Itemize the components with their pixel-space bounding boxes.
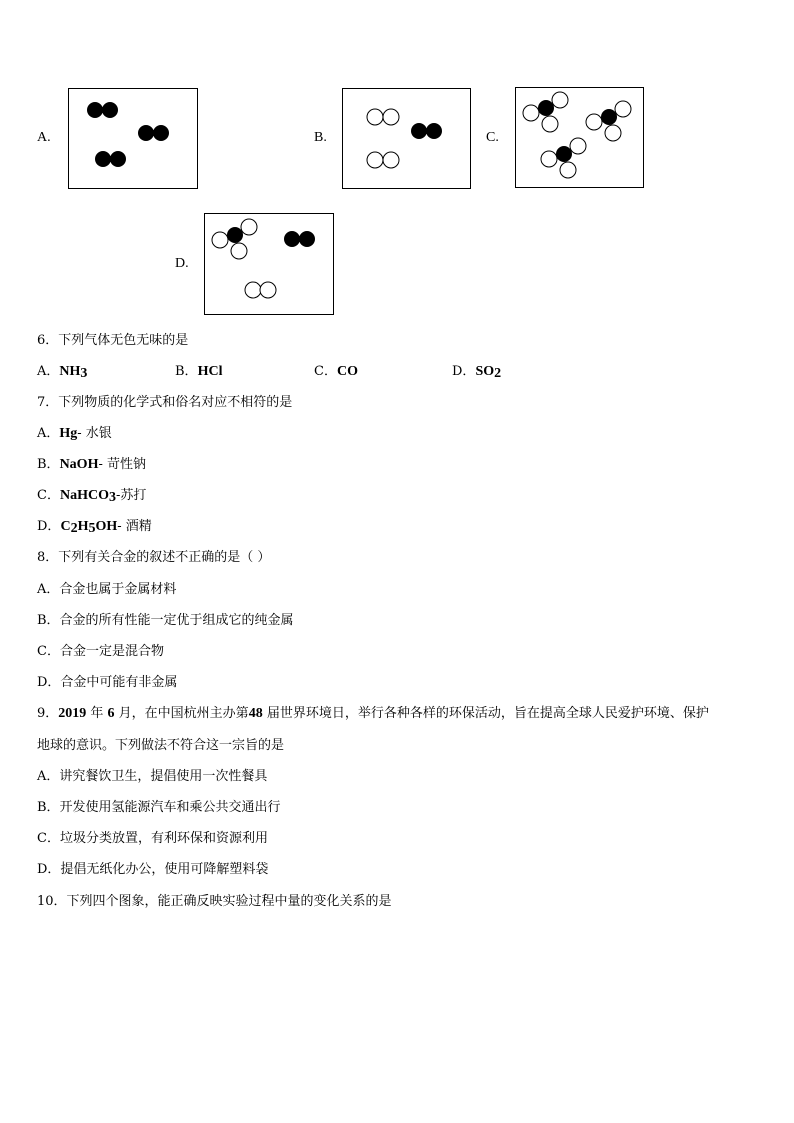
atom [586, 114, 602, 130]
q7-option-b [37, 456, 146, 474]
atom [95, 151, 111, 167]
q6-option-a [37, 363, 87, 383]
figure-c-molecules [516, 88, 645, 189]
figure-d-label: D. [175, 256, 189, 271]
atom [556, 146, 572, 162]
common-name: - 苛性钠 [98, 457, 146, 472]
formula: OH [95, 519, 118, 534]
edition-number: 48 [248, 706, 263, 721]
common-name: - 水银 [77, 426, 112, 441]
formula: HCl [197, 364, 223, 379]
subscript: 2 [70, 521, 78, 536]
atom [138, 125, 154, 141]
common-name: -苏打 [115, 488, 147, 503]
q7-option-c [37, 487, 146, 507]
atom [212, 232, 228, 248]
year: 2019 [58, 706, 87, 721]
atom [299, 231, 315, 247]
atom [383, 152, 399, 168]
figure-b-molecules [343, 89, 472, 190]
atom [245, 282, 261, 298]
figure-b-label: B. [314, 130, 327, 145]
atom [426, 123, 442, 139]
subscript: 3 [80, 366, 88, 381]
atom [367, 152, 383, 168]
atom [411, 123, 427, 139]
q7-stem: 7．下列物质的化学式和俗名对应不相符的是 [37, 395, 293, 410]
question-number: 9． [37, 706, 59, 721]
atom [601, 109, 617, 125]
formula: NaHCO [59, 488, 109, 503]
figure-d-molecules [205, 214, 335, 316]
formula: CO [336, 364, 358, 379]
figure-c-label: C. [486, 130, 499, 145]
atom [87, 102, 103, 118]
atom [284, 231, 300, 247]
atom [605, 125, 621, 141]
q8-option-a: A．合金也属于金属材料 [37, 582, 177, 597]
atom [153, 125, 169, 141]
q7-option-a [37, 425, 112, 443]
atom [227, 227, 243, 243]
stem-text: 届世界环境日，举行各种各样的环保活动，旨在提高全球人民爱护环境、保护 [262, 706, 709, 721]
atom [110, 151, 126, 167]
atom [615, 101, 631, 117]
atom [102, 102, 118, 118]
q8-option-c: C．合金一定是混合物 [37, 644, 164, 659]
formula: H [77, 519, 89, 534]
stem-text: 年 [86, 706, 108, 721]
subscript: 2 [494, 366, 502, 381]
common-name: - 酒精 [117, 519, 152, 534]
atom [523, 105, 539, 121]
atom [241, 219, 257, 235]
atom [560, 162, 576, 178]
q8-stem: 8．下列有关合金的叙述不正确的是（ ） [37, 550, 271, 565]
formula: NaOH [59, 457, 99, 472]
atom [260, 282, 276, 298]
figure-a-box [68, 88, 198, 189]
month: 6 [107, 706, 115, 721]
formula: SO [475, 364, 495, 379]
figure-d-box [204, 213, 334, 315]
q9-stem-line1 [37, 705, 709, 723]
option-letter: A． [37, 364, 60, 379]
option-letter: C． [314, 364, 337, 379]
q9-option-b: B．开发使用氢能源汽车和乘公共交通出行 [37, 800, 281, 815]
option-letter: A． [37, 426, 60, 441]
option-letter: B． [37, 457, 60, 472]
formula: NH [59, 364, 81, 379]
q6-option-d [452, 363, 501, 383]
atom [231, 243, 247, 259]
subscript: 5 [88, 521, 96, 536]
q9-option-a: A．讲究餐饮卫生，提倡使用一次性餐具 [37, 769, 268, 784]
q9-stem-line2: 地球的意识。下列做法不符合这一宗旨的是 [37, 738, 285, 753]
option-letter: D． [37, 519, 61, 534]
figure-b-box [342, 88, 471, 189]
atom [541, 151, 557, 167]
stem-text: 月，在中国杭州主办第 [114, 706, 249, 721]
atom [538, 100, 554, 116]
figure-a-label: A. [37, 130, 51, 145]
atom [552, 92, 568, 108]
formula: C [60, 519, 71, 534]
q7-option-d [37, 518, 152, 538]
q6-option-c [314, 363, 358, 381]
q8-option-d: D．合金中可能有非金属 [37, 675, 178, 690]
figure-c-box [515, 87, 644, 188]
option-letter: D． [452, 364, 476, 379]
q9-option-c: C．垃圾分类放置，有利环保和资源利用 [37, 831, 268, 846]
atom [570, 138, 586, 154]
atom [367, 109, 383, 125]
atom [542, 116, 558, 132]
q8-option-b: B．合金的所有性能一定优于组成它的纯金属 [37, 613, 294, 628]
subscript: 3 [108, 490, 116, 505]
q9-option-d: D．提倡无纸化办公，使用可降解塑料袋 [37, 862, 269, 877]
formula: Hg [59, 426, 78, 441]
figure-a-molecules [69, 89, 199, 190]
option-letter: C． [37, 488, 60, 503]
q6-stem: 6．下列气体无色无味的是 [37, 333, 189, 348]
q10-stem: 10．下列四个图象，能正确反映实验过程中量的变化关系的是 [37, 894, 392, 909]
q6-option-b [175, 363, 222, 381]
option-letter: B． [175, 364, 198, 379]
atom [383, 109, 399, 125]
